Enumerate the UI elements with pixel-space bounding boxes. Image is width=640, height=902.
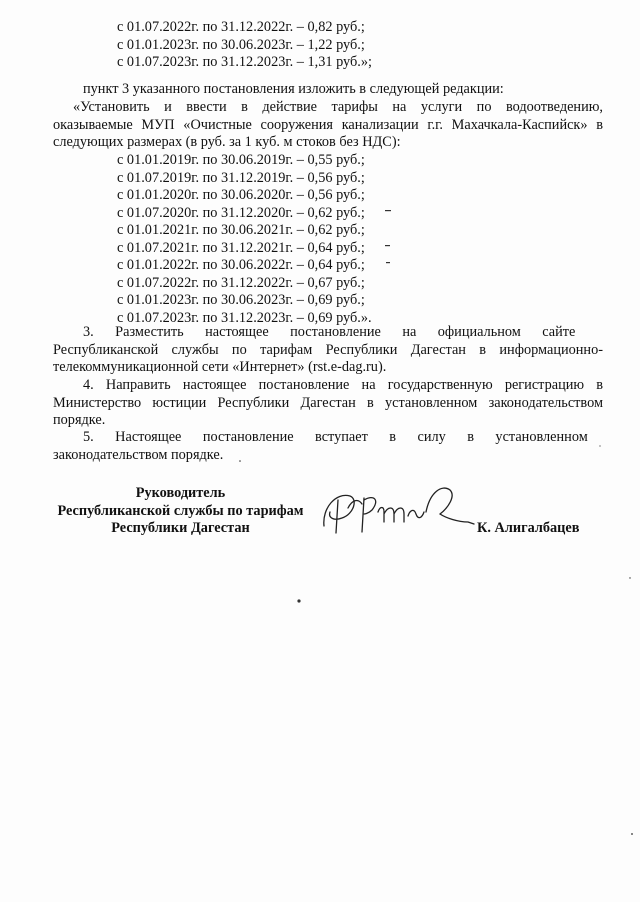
rate-line: с 01.01.2021г. по 30.06.2021г. – 0,62 руб.; xyxy=(117,222,365,238)
rates-bottom-list xyxy=(53,152,603,327)
handwritten-signature xyxy=(318,478,478,548)
signatory-title-line: Республики Дагестан xyxy=(111,520,250,536)
rate-line: с 01.07.2023г. по 31.12.2023г. – 1,31 руб.»; xyxy=(117,54,372,70)
quote-line: следующих размерах (в руб. за 1 куб. м стоков без НДС): xyxy=(53,134,401,150)
rates-top-list xyxy=(53,19,603,72)
item3-line: Республиканской службы по тарифам Республики Дагестан в информационно- xyxy=(53,341,603,358)
item4-line: порядке. xyxy=(53,412,106,428)
rate-line: с 01.07.2022г. по 31.12.2022г. – 0,67 руб.; xyxy=(117,274,365,291)
quote-paragraph xyxy=(53,99,603,152)
rate-line: с 01.07.2020г. по 31.12.2020г. – 0,62 руб.; xyxy=(117,204,365,221)
rate-line: с 01.01.2023г. по 30.06.2023г. – 0,69 руб.; xyxy=(117,292,365,308)
rate-line: с 01.07.2022г. по 31.12.2022г. – 0,82 руб.; xyxy=(117,19,365,35)
point3-intro: пункт 3 указанного постановления изложить в следующей редакции: xyxy=(83,81,504,97)
item3-line: 3. Разместить настоящее постановление на официальном сайте xyxy=(83,324,576,340)
item5-line: законодательством порядке. xyxy=(53,446,224,463)
item5-paragraph xyxy=(53,429,603,464)
signatory-name: К. Алигалбацев xyxy=(477,520,580,536)
item4-paragraph xyxy=(53,377,603,430)
item3-paragraph xyxy=(53,324,603,377)
signatory-title-line: Руководитель xyxy=(135,485,226,501)
quote-line: оказываемые МУП «Очистные сооружения канализации г.г. Махачкала-Каспийск» в xyxy=(53,116,603,133)
rate-line: с 01.01.2020г. по 30.06.2020г. – 0,56 руб.; xyxy=(117,187,365,203)
quote-line: «Установить и ввести в действие тарифы на услуги по водоотведению, xyxy=(73,99,603,115)
point3-intro-paragraph xyxy=(53,81,603,99)
rate-line: с 01.07.2021г. по 31.12.2021г. – 0,64 руб.; xyxy=(117,239,365,256)
item3-line: телекоммуникационной сети «Интернет» (rst.e-dag.ru). xyxy=(53,359,387,375)
rate-line: с 01.01.2019г. по 30.06.2019г. – 0,55 руб.; xyxy=(117,152,365,168)
rate-line: с 01.07.2019г. по 31.12.2019г. – 0,56 руб.; xyxy=(117,169,365,186)
item5-line: 5. Настоящее постановление вступает в силу в установленном xyxy=(83,429,588,445)
rate-line: с 01.01.2022г. по 30.06.2022г. – 0,64 руб.; xyxy=(117,257,365,273)
item4-line: Министерство юстиции Республики Дагестан в установленном законодательством xyxy=(53,394,603,411)
item4-line: 4. Направить настоящее постановление на государственную регистрацию в xyxy=(83,377,603,393)
signatory-title-line: Республиканской службы по тарифам xyxy=(57,502,304,519)
rate-line: с 01.01.2023г. по 30.06.2023г. – 1,22 руб.; xyxy=(117,36,365,53)
rate-line: с 01.07.2023г. по 31.12.2023г. – 0,69 руб.». xyxy=(117,309,372,326)
